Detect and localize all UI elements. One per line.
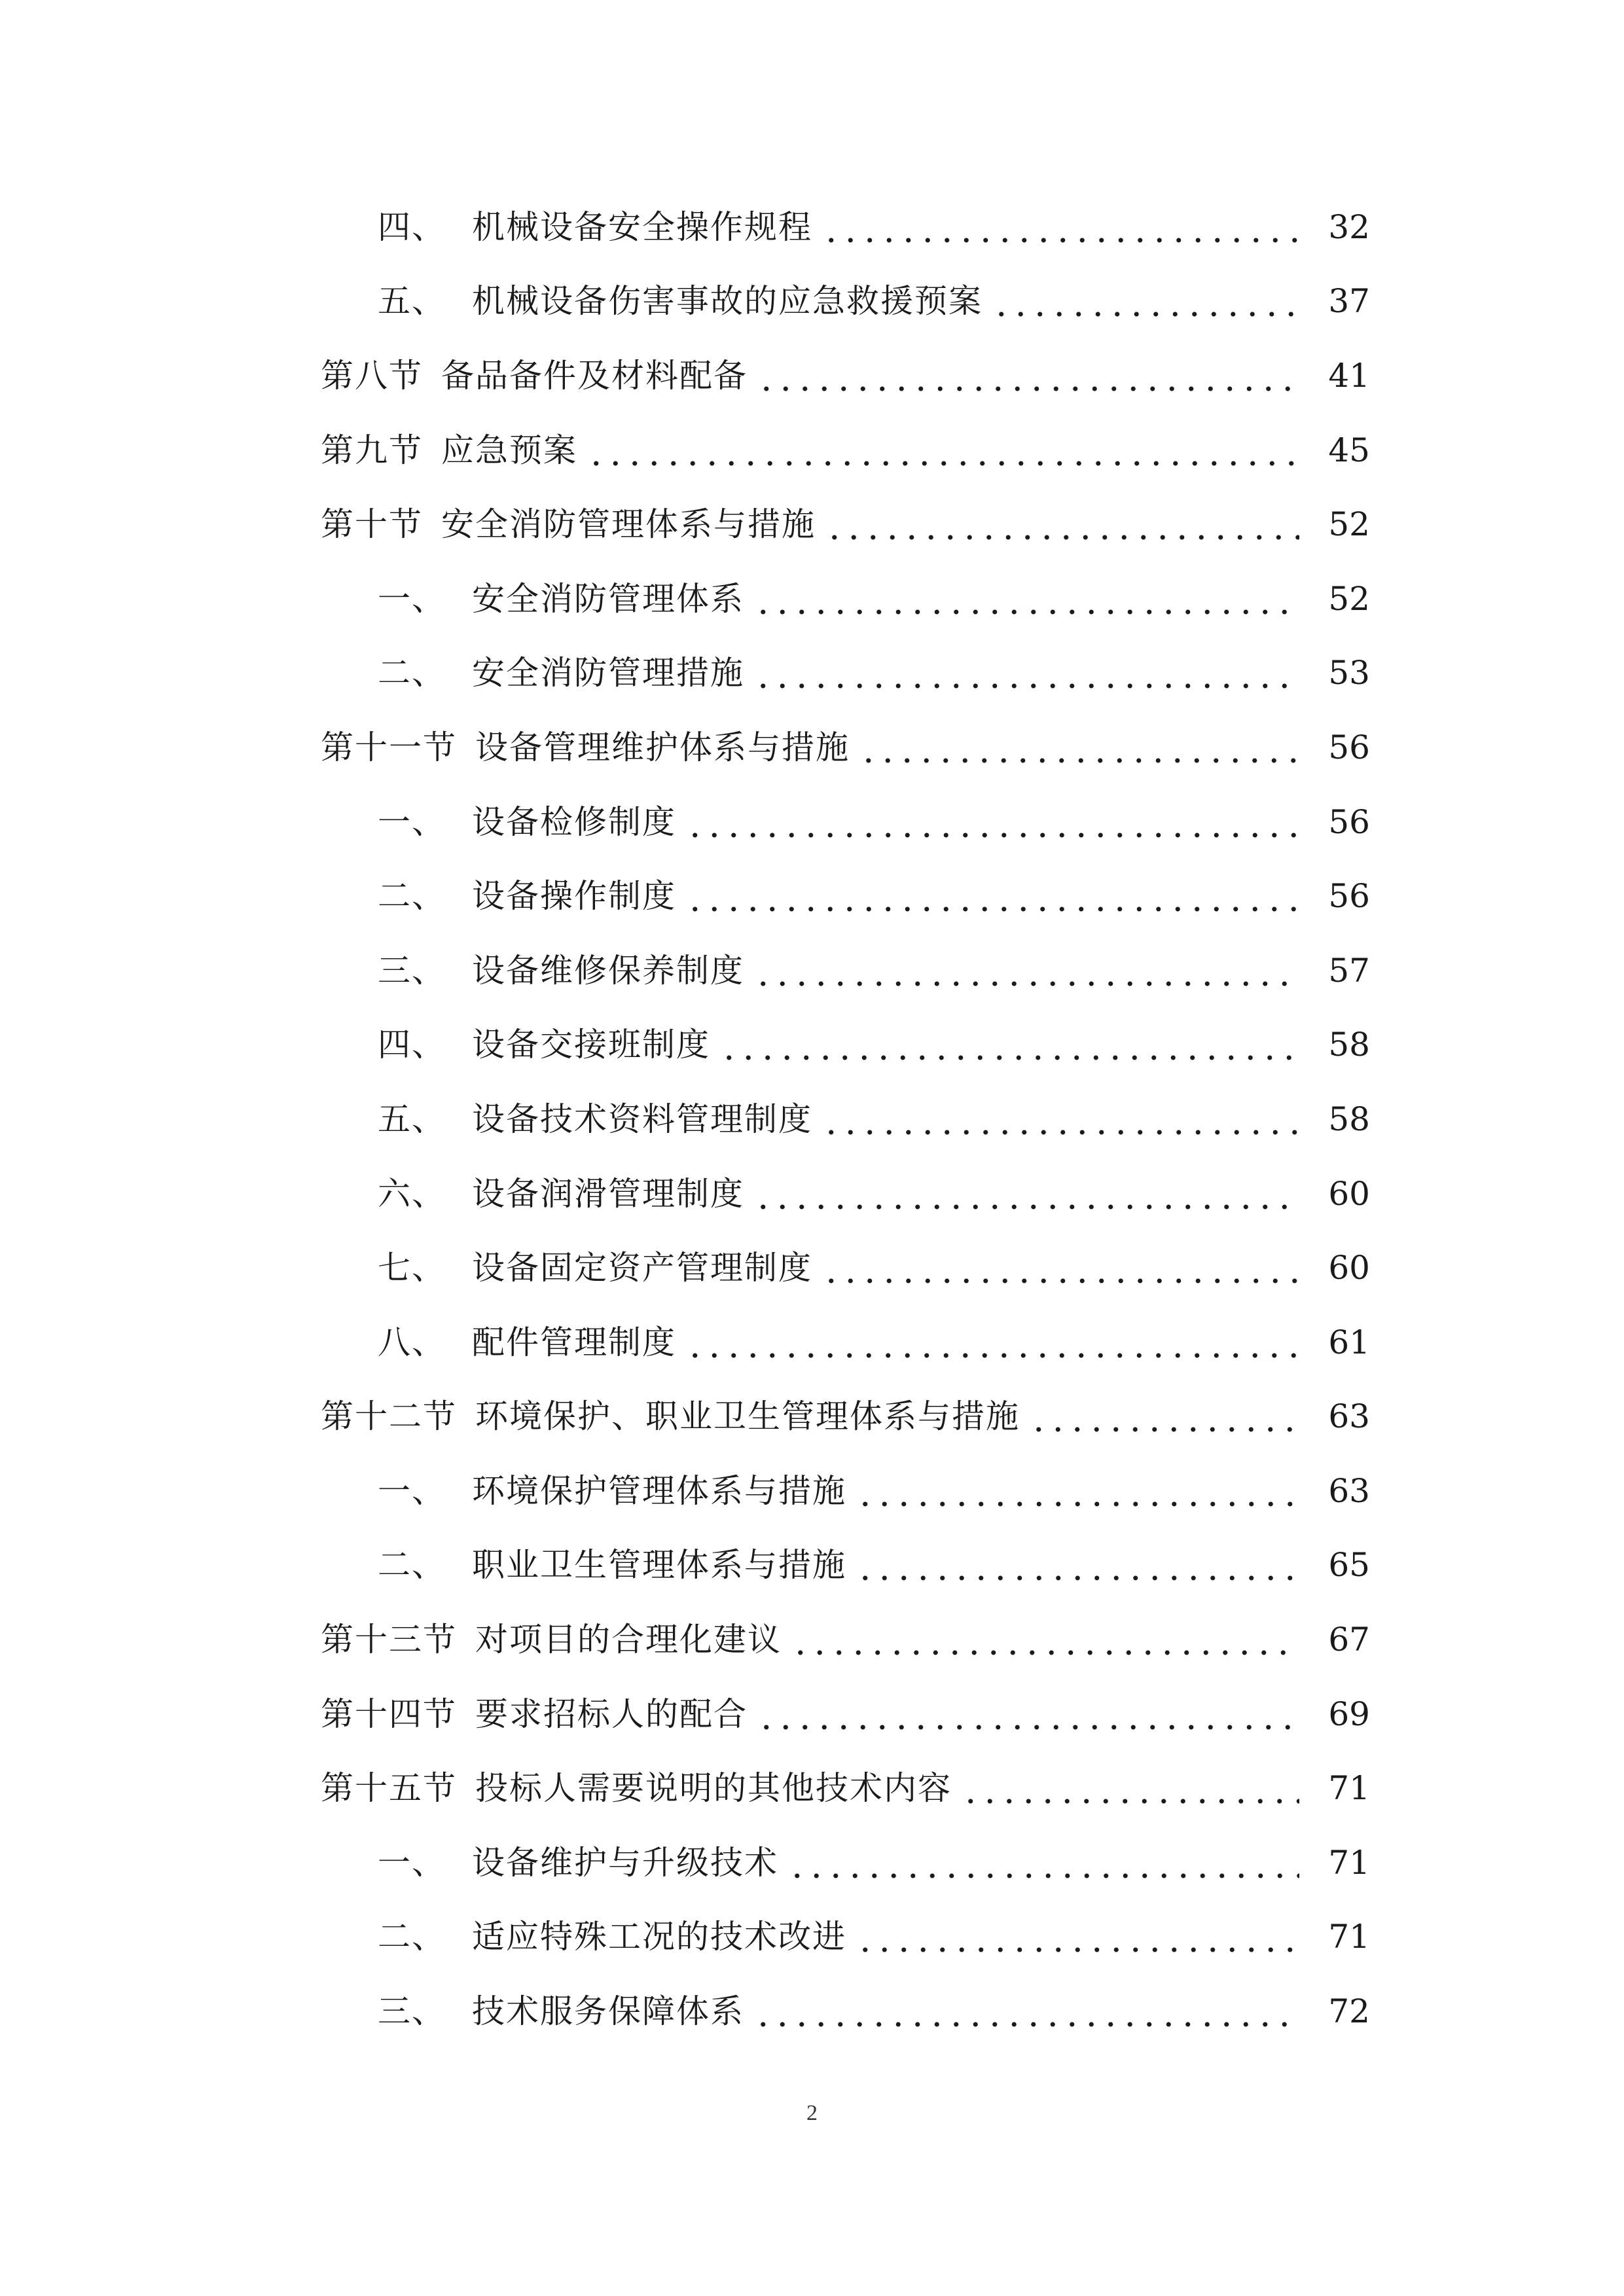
toc-entry-label <box>321 1695 748 1733</box>
toc-entry-label <box>378 282 983 321</box>
toc-dot-leader <box>821 211 1299 243</box>
toc-entry-label <box>378 951 744 990</box>
toc-entry-label <box>378 877 676 916</box>
toc-entry[interactable] <box>0 1008 1624 1083</box>
toc-entry[interactable] <box>0 1602 1624 1677</box>
toc-entry-number: 五、 <box>378 1100 446 1138</box>
toc-entry-page: 63 <box>1328 1397 1370 1436</box>
toc-entry-title: 环境保护管理体系与措施 <box>472 1471 846 1510</box>
toc-entry[interactable] <box>0 710 1624 785</box>
toc-entry-number: 第十节 <box>321 505 423 544</box>
toc-dot-leader <box>685 806 1299 838</box>
toc-entry-title: 设备维修保养制度 <box>472 951 744 990</box>
toc-entry-page: 45 <box>1328 431 1370 469</box>
toc-entry-page: 32 <box>1328 207 1370 246</box>
toc-dot-leader <box>757 359 1299 392</box>
toc-entry-page: 69 <box>1328 1695 1370 1733</box>
toc-entry-page: 41 <box>1328 356 1370 395</box>
toc-entry-page: 56 <box>1328 802 1370 841</box>
toc-entry-title: 应急预案 <box>441 431 577 469</box>
toc-entry[interactable] <box>0 1157 1624 1231</box>
toc-dot-leader <box>821 1251 1299 1284</box>
toc-entry-label <box>378 1471 846 1510</box>
toc-entry-page: 71 <box>1328 1769 1370 1808</box>
toc-entry-page: 71 <box>1328 1843 1370 1882</box>
page-number: 2 <box>806 2101 818 2125</box>
toc-dot-leader <box>992 285 1299 317</box>
toc-entry-label <box>378 1100 812 1138</box>
toc-entry[interactable] <box>0 1900 1624 1975</box>
toc-entry-number: 一、 <box>378 802 446 841</box>
toc-entry-number: 四、 <box>378 1026 446 1064</box>
toc-entry-title: 设备管理维护体系与措施 <box>475 728 850 766</box>
toc-entry-title: 配件管理制度 <box>472 1323 676 1361</box>
toc-entry-label <box>321 431 577 469</box>
toc-entry-number: 七、 <box>378 1249 446 1287</box>
toc-entry-page: 60 <box>1328 1174 1370 1213</box>
toc-dot-leader <box>753 1177 1299 1210</box>
toc-entry[interactable] <box>0 1305 1624 1380</box>
toc-entry-page: 56 <box>1328 877 1370 916</box>
toc-entry-title: 对项目的合理化建议 <box>475 1621 782 1659</box>
toc-entry-title: 设备交接班制度 <box>472 1026 710 1064</box>
toc-entry-page: 67 <box>1328 1621 1370 1659</box>
toc-entry-title: 备品备件及材料配备 <box>441 356 748 395</box>
toc-dot-leader <box>961 1772 1299 1804</box>
toc-entry-number: 五、 <box>378 282 446 321</box>
toc-dot-leader <box>856 1475 1299 1507</box>
toc-entry-label <box>321 1769 952 1808</box>
toc-entry[interactable] <box>0 1974 1624 2049</box>
toc-entry[interactable] <box>0 636 1624 711</box>
toc-entry-label <box>378 1546 846 1585</box>
toc-entry-title: 环境保护、职业卫生管理体系与措施 <box>475 1397 1020 1436</box>
toc-entry-title: 要求招标人的配合 <box>475 1695 748 1733</box>
toc-entry-title: 职业卫生管理体系与措施 <box>472 1546 846 1585</box>
toc-entry-number: 八、 <box>378 1323 446 1361</box>
toc-entry-number: 第十一节 <box>321 728 457 766</box>
toc-entry-label <box>378 1249 812 1287</box>
toc-entry-page: 60 <box>1328 1249 1370 1287</box>
toc-entry[interactable] <box>0 1677 1624 1751</box>
toc-entry-label <box>321 1397 1020 1436</box>
toc-dot-leader <box>719 1028 1299 1061</box>
toc-dot-leader <box>753 656 1299 689</box>
toc-entry-number: 第九节 <box>321 431 423 469</box>
toc-entry-title: 机械设备伤害事故的应急救援预案 <box>472 282 983 321</box>
toc-entry-page: 37 <box>1328 282 1370 321</box>
toc-dot-leader <box>685 880 1299 912</box>
toc-entry-label <box>378 1323 676 1361</box>
toc-entry[interactable] <box>0 338 1624 413</box>
toc-entry[interactable] <box>0 190 1624 264</box>
toc-dot-leader <box>685 1326 1299 1359</box>
toc-entry-title: 技术服务保障体系 <box>472 1992 744 2031</box>
toc-dot-leader <box>753 1995 1299 2028</box>
toc-entry[interactable] <box>0 413 1624 488</box>
toc-dot-leader <box>757 1698 1299 1731</box>
toc-entry-page: 71 <box>1328 1918 1370 1956</box>
toc-entry-title: 设备检修制度 <box>472 802 676 841</box>
toc-dot-leader <box>856 1549 1299 1581</box>
toc-entry-number: 第十二节 <box>321 1397 457 1436</box>
toc-entry-page: 56 <box>1328 728 1370 766</box>
toc-entry-label <box>378 1174 744 1213</box>
toc-entry-title: 设备技术资料管理制度 <box>472 1100 812 1138</box>
toc-entry-title: 适应特殊工况的技术改进 <box>472 1918 846 1956</box>
toc-dot-leader <box>753 954 1299 987</box>
toc-entry-number: 第十五节 <box>321 1769 457 1808</box>
toc-entry-page: 58 <box>1328 1026 1370 1064</box>
toc-entry-page: 53 <box>1328 654 1370 692</box>
toc-dot-leader <box>586 434 1299 467</box>
toc-entry-label <box>378 1026 710 1064</box>
toc-entry[interactable] <box>0 264 1624 339</box>
toc-entry-number: 二、 <box>378 654 446 692</box>
toc-entry-number: 一、 <box>378 1471 446 1510</box>
toc-entry-number: 六、 <box>378 1174 446 1213</box>
toc-entry-title: 投标人需要说明的其他技术内容 <box>475 1769 952 1808</box>
toc-entry-label <box>378 579 744 618</box>
toc-entry-page: 65 <box>1328 1546 1370 1585</box>
toc-entry-page: 61 <box>1328 1323 1370 1361</box>
toc-entry-label <box>321 505 816 544</box>
toc-entry[interactable] <box>0 487 1624 562</box>
toc-entry-number: 第八节 <box>321 356 423 395</box>
toc-entry-number: 一、 <box>378 1843 446 1882</box>
toc-entry[interactable] <box>0 562 1624 636</box>
toc-dot-leader <box>753 583 1299 615</box>
toc-dot-leader <box>1029 1400 1299 1433</box>
toc-entry-title: 设备维护与升级技术 <box>472 1843 778 1882</box>
toc-entry-title: 机械设备安全操作规程 <box>472 207 812 246</box>
toc-entry-number: 第十四节 <box>321 1695 457 1733</box>
toc-entry-page: 72 <box>1328 1992 1370 2031</box>
toc-entry-page: 58 <box>1328 1100 1370 1138</box>
toc-entry-label <box>378 654 744 692</box>
toc-entry-label <box>378 802 676 841</box>
toc-entry-page: 52 <box>1328 505 1370 544</box>
toc-entry[interactable] <box>0 785 1624 859</box>
toc-entry-page: 57 <box>1328 951 1370 990</box>
toc-entry[interactable] <box>0 1825 1624 1900</box>
toc-dot-leader <box>856 1920 1299 1953</box>
toc-entry-page: 52 <box>1328 579 1370 618</box>
toc-dot-leader <box>859 731 1299 764</box>
toc-entry-label <box>378 207 812 246</box>
toc-entry-label <box>321 728 850 766</box>
toc-entry[interactable] <box>0 1454 1624 1528</box>
toc-entry-number: 一、 <box>378 579 446 618</box>
toc-entry[interactable] <box>0 933 1624 1008</box>
toc-entry-title: 安全消防管理体系与措施 <box>441 505 816 544</box>
toc-entry-title: 设备固定资产管理制度 <box>472 1249 812 1287</box>
toc-entry-number: 四、 <box>378 207 446 246</box>
toc-entry-page: 63 <box>1328 1471 1370 1510</box>
toc-entry-label <box>378 1918 846 1956</box>
toc-dot-leader <box>791 1623 1299 1656</box>
toc-entry-label <box>321 356 748 395</box>
toc-entry-number: 第十三节 <box>321 1621 457 1659</box>
toc-dot-leader <box>821 1103 1299 1136</box>
toc-entry-number: 二、 <box>378 1918 446 1956</box>
toc-entry[interactable] <box>0 1082 1624 1157</box>
toc-entry-label <box>378 1992 744 2031</box>
toc-entry-number: 二、 <box>378 1546 446 1585</box>
toc-entry[interactable] <box>0 1380 1624 1454</box>
toc-dot-leader <box>825 508 1299 541</box>
toc-entry[interactable] <box>0 1230 1624 1305</box>
toc-entry-number: 二、 <box>378 877 446 916</box>
toc-entry[interactable] <box>0 1528 1624 1603</box>
toc-entry-label <box>321 1621 782 1659</box>
toc-entry-title: 设备操作制度 <box>472 877 676 916</box>
toc-entry-title: 安全消防管理措施 <box>472 654 744 692</box>
toc-dot-leader <box>787 1846 1299 1879</box>
toc-entry-label <box>378 1843 778 1882</box>
toc-entry-number: 三、 <box>378 951 446 990</box>
table-of-contents <box>0 190 1624 2049</box>
toc-entry-title: 设备润滑管理制度 <box>472 1174 744 1213</box>
toc-entry[interactable] <box>0 859 1624 933</box>
toc-entry-title: 安全消防管理体系 <box>472 579 744 618</box>
toc-entry-number: 三、 <box>378 1992 446 2031</box>
toc-entry[interactable] <box>0 1751 1624 1825</box>
